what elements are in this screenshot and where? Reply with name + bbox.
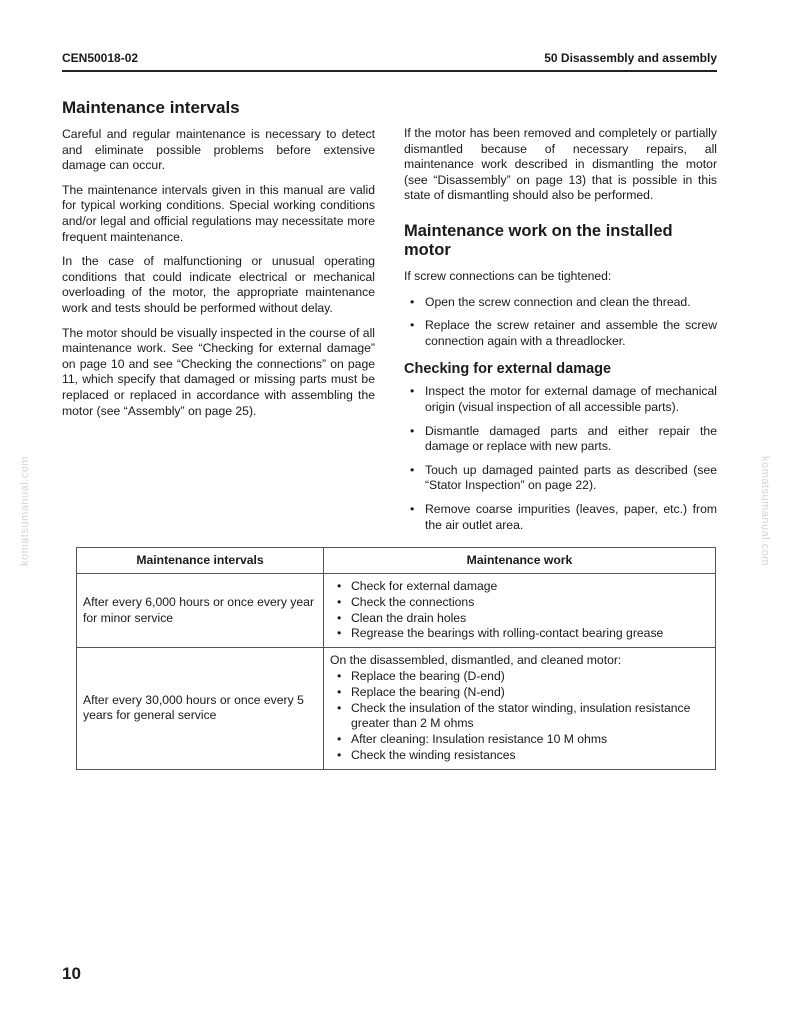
table-header-row (77, 548, 716, 574)
interval-cell: After every 6,000 hours or once every year for minor service (77, 574, 324, 648)
list-item: • Inspect the motor for external damage of mechanical origin (visual inspection of all accessible parts). (404, 384, 717, 415)
list-item: • Touch up damaged painted parts as described (see “Stator Inspection” on page 22). (404, 463, 717, 494)
list-item: • Check for external damage (330, 579, 709, 595)
list-item: • Replace the bearing (N-end) (330, 685, 709, 701)
work-cell (324, 648, 716, 770)
document-id: CEN50018-02 (62, 51, 139, 65)
watermark-right: komatsumanual.com (759, 456, 771, 566)
maintenance-intervals-heading: Maintenance intervals (62, 98, 240, 117)
paragraph: The maintenance intervals given in this manual are valid for typical working conditions. Special working conditions and/or legal and official regulations may necessitate more frequent maintenance. (62, 182, 375, 244)
watermark-left: komatsumanual.com (19, 456, 31, 566)
paragraph: Careful and regular maintenance is necessary to detect and eliminate possible problems before extensive damage can occur. (62, 127, 375, 173)
list-item: • Clean the drain holes (330, 611, 709, 627)
work-intro: On the disassembled, dismantled, and cleaned motor: (330, 653, 622, 668)
table-row (77, 648, 716, 770)
section-title: 50 Disassembly and assembly (544, 51, 717, 65)
work-list (330, 579, 709, 642)
list-item: • Check the connections (330, 595, 709, 611)
maintenance-table (76, 547, 716, 770)
left-column (62, 98, 375, 428)
list-item: • Replace the screw retainer and assemble the screw connection again with a threadlocker. (404, 318, 717, 349)
list-item: • Check the insulation of the stator winding, insulation resistance greater than 2 M ohms (330, 701, 709, 733)
list-item: • Dismantle damaged parts and either repair the damage or replace with new parts. (404, 424, 717, 455)
external-damage-list (404, 384, 717, 533)
paragraph: In the case of malfunctioning or unusual operating conditions that could indicate electrical or mechanical overloading of the motor, the appropriate maintenance work and tests should be performed without delay. (62, 254, 375, 315)
column-header-intervals: Maintenance intervals (77, 548, 324, 574)
list-item: • Open the screw connection and clean the thread. (404, 295, 717, 311)
page-number: 10 (62, 964, 81, 983)
list-item: • After cleaning: Insulation resistance 10 M ohms (330, 732, 709, 748)
interval-cell: After every 30,000 hours or once every 5 years for general service (77, 648, 324, 770)
page-header (62, 51, 717, 72)
work-cell (324, 574, 716, 648)
column-header-work: Maintenance work (324, 548, 716, 574)
external-damage-heading: Checking for external damage (404, 361, 612, 378)
list-item: • Check the winding resistances (330, 748, 709, 764)
dismantled-motor-paragraph: If the motor has been removed and completely or partially dismantled because of necessary repairs, all maintenance work described in dismantling the motor (see “Disassembly” on page 13) that is possible in this state of dismantling should also be performed. (404, 126, 717, 203)
list-item: • Regrease the bearings with rolling-contact bearing grease (330, 626, 709, 642)
list-item: • Remove coarse impurities (leaves, paper, etc.) from the air outlet area. (404, 502, 717, 533)
work-list (330, 669, 709, 764)
table-row (77, 574, 716, 648)
installed-motor-heading: Maintenance work on the installed motor (404, 221, 673, 259)
installed-motor-list (404, 295, 717, 350)
screw-connections-intro: If screw connections can be tightened: (404, 268, 612, 283)
right-column (404, 126, 717, 545)
list-item: • Replace the bearing (D-end) (330, 669, 709, 685)
paragraph: The motor should be visually inspected in the course of all maintenance work. See “Checking for external damage” on page 10 and see “Checking the connections” on page 11, which specify that damaged or missing parts must be replaced or replaced in accordance with assembling the motor (see “Assembly” on page 25). (62, 325, 375, 418)
